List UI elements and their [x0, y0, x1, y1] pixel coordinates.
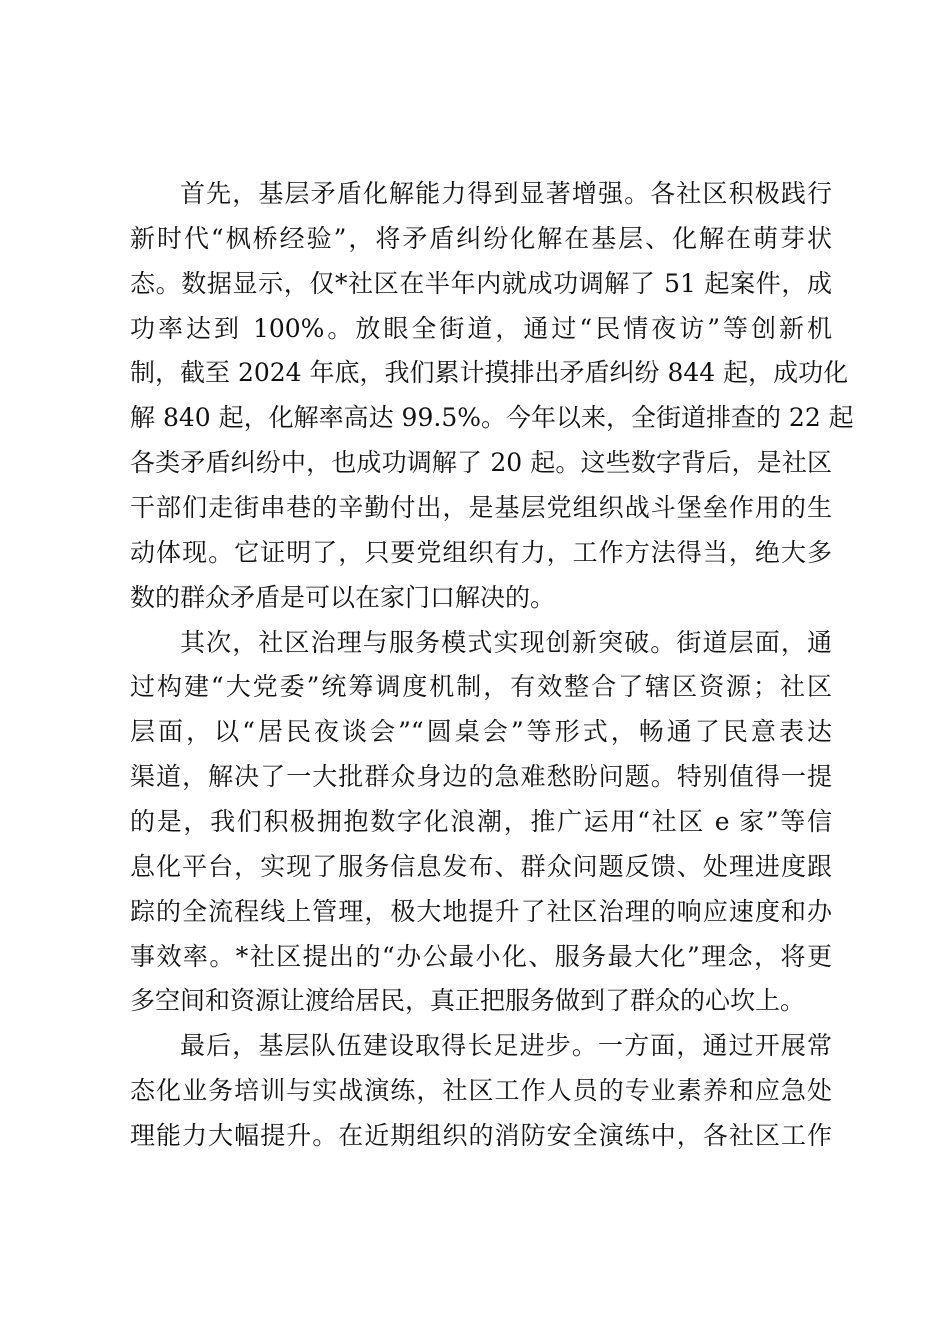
text-line: 渠道，解决了一大批群众身边的急难愁盼问题。特别值得一提	[130, 762, 832, 792]
text-line: 首先，基层矛盾化解能力得到显著增强。各社区积极践行	[180, 179, 832, 208]
text-line: 息化平台，实现了服务信息发布、群众问题反馈、处理进度跟	[130, 851, 832, 881]
paragraph	[130, 621, 832, 1025]
text-line: 事效率。*社区提出的“办公最小化、服务最大化”理念，将更	[130, 941, 832, 971]
text-line: 态。数据显示，仅*社区在半年内就成功调解了 51 起案件，成	[130, 268, 832, 298]
text-line: 各类矛盾纠纷中，也成功调解了 20 起。这些数字背后，是社区	[130, 448, 832, 478]
text-line: 过构建“大党委”统筹调度机制，有效整合了辖区资源；社区	[130, 672, 832, 702]
text-line: 踪的全流程线上管理，极大地提升了社区治理的响应速度和办	[130, 896, 832, 926]
text-line: 解 840 起，化解率高达 99.5%。今年以来，全街道排查的 22 起	[130, 403, 854, 433]
paragraph	[130, 172, 854, 621]
text-line: 干部们走街串巷的辛勤付出，是基层党组织战斗堡垒作用的生	[130, 493, 832, 523]
document-page	[130, 172, 854, 1159]
text-line: 新时代“枫桥经验”，将矛盾纠纷化解在基层、化解在萌芽状	[130, 223, 832, 253]
text-line: 其次，社区治理与服务模式实现创新突破。街道层面，通	[180, 627, 832, 657]
text-line: 的是，我们积极拥抱数字化浪潮，推广运用“社区 e 家”等信	[130, 807, 832, 837]
text-line: 态化业务培训与实战演练，社区工作人员的专业素养和应急处	[130, 1076, 832, 1106]
text-line: 层面，以“居民夜谈会”“圆桌会”等形式，畅通了民意表达	[130, 717, 832, 747]
text-line: 动体现。它证明了，只要党组织有力，工作方法得当，绝大多	[130, 537, 832, 567]
text-line: 最后，基层队伍建设取得长足进步。一方面，通过开展常	[180, 1031, 832, 1061]
text-line: 数的群众矛盾是可以在家门口解决的。	[130, 582, 556, 612]
text-line: 多空间和资源让渡给居民，真正把服务做到了群众的心坎上。	[130, 986, 806, 1016]
paragraph	[130, 1024, 832, 1159]
text-line: 制，截至 2024 年底，我们累计摸排出矛盾纠纷 844 起，成功化	[130, 358, 849, 388]
text-line: 理能力大幅提升。在近期组织的消防安全演练中，各社区工作	[130, 1121, 832, 1151]
text-line: 功率达到 100%。放眼全街道，通过“民情夜访”等创新机	[130, 313, 832, 343]
